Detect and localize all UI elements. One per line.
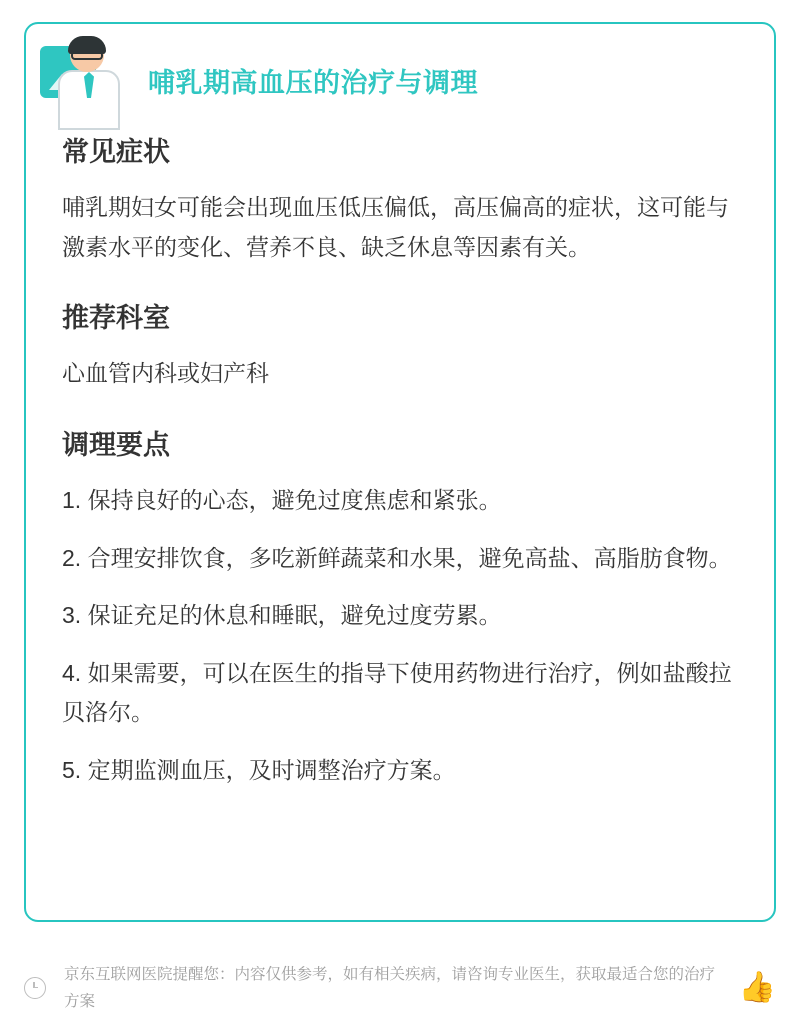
- section-heading-tips: 调理要点: [62, 429, 170, 460]
- list-item: 3. 保证充足的休息和睡眠，避免过度劳累。: [62, 602, 502, 629]
- section-text-department: 心血管内科或妇产科: [62, 360, 269, 387]
- thumbs-up-icon[interactable]: 👍: [738, 970, 776, 1004]
- tips-list: [62, 481, 738, 790]
- section-heading-department: 推荐科室: [62, 303, 170, 334]
- list-item: 4. 如果需要，可以在医生的指导下使用药物进行治疗，例如盐酸拉贝洛尔。: [62, 659, 732, 726]
- section-heading-symptoms: 常见症状: [62, 137, 170, 168]
- list-item: 2. 合理安排饮食，多吃新鲜蔬菜和水果，避免高盐、高脂肪食物。: [62, 544, 732, 571]
- doctor-avatar-icon: [40, 38, 132, 130]
- list-item: 5. 定期监测血压，及时调整治疗方案。: [62, 756, 456, 783]
- avatar-glasses: [71, 51, 103, 60]
- section-text-symptoms: 哺乳期妇女可能会出现血压低压偏低，高压偏高的症状，这可能与激素水平的变化、营养不良、缺乏休息等因素有关。: [62, 194, 729, 260]
- section-department: [62, 301, 738, 394]
- list-item: 1. 保持良好的心态，避免过度焦虑和紧张。: [62, 487, 502, 514]
- article-card: [24, 22, 776, 922]
- page-title: 哺乳期高血压的治疗与调理: [148, 68, 478, 98]
- clock-icon: [24, 977, 46, 999]
- section-symptoms: [62, 135, 738, 267]
- disclaimer-text: 京东互联网医院提醒您：内容仅供参考，如有相关疾病，请咨询专业医生，获取最适合您的治疗方案: [64, 965, 716, 1010]
- footer-disclaimer-bar: [24, 961, 776, 1015]
- section-tips: [62, 428, 738, 790]
